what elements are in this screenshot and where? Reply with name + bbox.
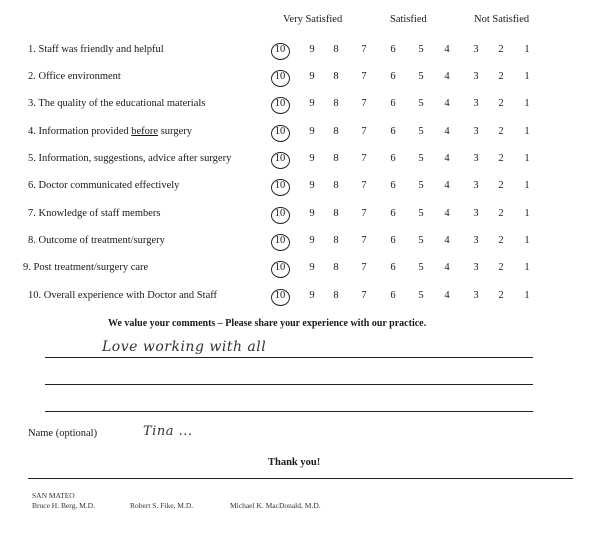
question-label: [28, 235, 165, 246]
rating-option-7[interactable]: 7: [361, 153, 367, 164]
selected-rating-circle: [271, 152, 290, 169]
rating-option-1[interactable]: 1: [524, 290, 530, 301]
question-number: 10.: [28, 290, 42, 301]
rating-option-9[interactable]: 9: [309, 153, 315, 164]
header-very-satisfied: Very Satisfied: [283, 14, 343, 25]
rating-option-6[interactable]: 6: [390, 98, 396, 109]
rating-option-7[interactable]: 7: [361, 262, 367, 273]
footer-doctor-1: Bruce H. Berg, M.D.: [32, 501, 95, 510]
comment-line-1: [45, 357, 533, 358]
rating-option-10[interactable]: 10: [274, 98, 286, 109]
question-text: Information provided: [38, 126, 132, 137]
question-text: Office environment: [38, 71, 121, 82]
rating-option-5[interactable]: 5: [418, 71, 424, 82]
rating-option-3[interactable]: 3: [473, 290, 479, 301]
question-label: [28, 153, 231, 164]
rating-option-2[interactable]: 2: [498, 208, 504, 219]
rating-option-8[interactable]: 8: [333, 44, 339, 55]
footer-location: SAN MATEO: [32, 491, 75, 500]
rating-option-8[interactable]: 8: [333, 208, 339, 219]
rating-option-4[interactable]: 4: [444, 153, 450, 164]
question-label: [28, 290, 217, 301]
rating-option-5[interactable]: 5: [418, 235, 424, 246]
footer-doctor-3: Michael K. MacDonald, M.D.: [230, 501, 321, 510]
rating-option-7[interactable]: 7: [361, 71, 367, 82]
question-number: 9.: [23, 262, 31, 273]
rating-option-3[interactable]: 3: [473, 262, 479, 273]
rating-option-7[interactable]: 7: [361, 44, 367, 55]
question-text: Staff was friendly and helpful: [38, 44, 164, 55]
rating-option-9[interactable]: 9: [309, 208, 315, 219]
question-label: [28, 98, 205, 109]
rating-option-6[interactable]: 6: [390, 153, 396, 164]
rating-option-5[interactable]: 5: [418, 153, 424, 164]
name-label: Name (optional): [28, 428, 98, 439]
footer-rule: [28, 478, 573, 479]
question-number: 4.: [28, 126, 36, 137]
rating-option-7[interactable]: 7: [361, 208, 367, 219]
question-number: 5.: [28, 153, 36, 164]
rating-option-5[interactable]: 5: [418, 208, 424, 219]
rating-option-5[interactable]: 5: [418, 262, 424, 273]
rating-option-4[interactable]: 4: [444, 290, 450, 301]
rating-option-5[interactable]: 5: [418, 290, 424, 301]
rating-option-9[interactable]: 9: [309, 126, 315, 137]
rating-option-2[interactable]: 2: [498, 98, 504, 109]
rating-option-9[interactable]: 9: [309, 290, 315, 301]
rating-option-1[interactable]: 1: [524, 180, 530, 191]
rating-option-10[interactable]: 10: [274, 126, 286, 137]
comments-prompt: We value your comments – Please share your experience with our practice.: [108, 318, 427, 329]
rating-option-8[interactable]: 8: [333, 98, 339, 109]
selected-rating-circle: [271, 289, 290, 306]
rating-option-6[interactable]: 6: [390, 180, 396, 191]
rating-option-2[interactable]: 2: [498, 235, 504, 246]
rating-option-6[interactable]: 6: [390, 290, 396, 301]
rating-option-8[interactable]: 8: [333, 126, 339, 137]
handwritten-name: Tina ...: [143, 424, 193, 439]
question-number: 1.: [28, 44, 36, 55]
rating-option-5[interactable]: 5: [418, 180, 424, 191]
rating-option-4[interactable]: 4: [444, 262, 450, 273]
rating-option-3[interactable]: 3: [473, 153, 479, 164]
rating-option-8[interactable]: 8: [333, 71, 339, 82]
rating-option-4[interactable]: 4: [444, 98, 450, 109]
rating-option-1[interactable]: 1: [524, 235, 530, 246]
rating-option-6[interactable]: 6: [390, 126, 396, 137]
header-satisfied: Satisfied: [390, 14, 427, 25]
rating-option-5[interactable]: 5: [418, 126, 424, 137]
question-text-underlined: before: [131, 126, 159, 137]
rating-option-9[interactable]: 9: [309, 180, 315, 191]
rating-option-7[interactable]: 7: [361, 235, 367, 246]
selected-rating-circle: [271, 207, 290, 224]
rating-option-2[interactable]: 2: [498, 126, 504, 137]
question-text: surgery: [158, 126, 192, 137]
rating-option-3[interactable]: 3: [473, 126, 479, 137]
selected-rating-circle: [271, 179, 290, 196]
rating-option-2[interactable]: 2: [498, 290, 504, 301]
rating-option-2[interactable]: 2: [498, 153, 504, 164]
rating-option-9[interactable]: 9: [309, 98, 315, 109]
rating-option-5[interactable]: 5: [418, 98, 424, 109]
rating-option-3[interactable]: 3: [473, 98, 479, 109]
rating-option-6[interactable]: 6: [390, 71, 396, 82]
rating-option-2[interactable]: 2: [498, 44, 504, 55]
selected-rating-circle: [271, 43, 290, 60]
rating-option-10[interactable]: 10: [274, 180, 286, 191]
question-number: 2.: [28, 71, 36, 82]
rating-option-6[interactable]: 6: [390, 208, 396, 219]
question-number: 3.: [28, 98, 36, 109]
rating-option-6[interactable]: 6: [390, 235, 396, 246]
rating-option-3[interactable]: 3: [473, 71, 479, 82]
rating-option-6[interactable]: 6: [390, 262, 396, 273]
rating-option-7[interactable]: 7: [361, 126, 367, 137]
rating-option-6[interactable]: 6: [390, 44, 396, 55]
rating-option-2[interactable]: 2: [498, 71, 504, 82]
rating-option-10[interactable]: 10: [274, 262, 286, 273]
rating-option-3[interactable]: 3: [473, 180, 479, 191]
rating-option-1[interactable]: 1: [524, 126, 530, 137]
selected-rating-circle: [271, 97, 290, 114]
question-text: Information, suggestions, advice after surgery: [38, 153, 232, 164]
question-label: [28, 71, 121, 82]
rating-option-1[interactable]: 1: [524, 98, 530, 109]
rating-option-10[interactable]: 10: [274, 71, 286, 82]
rating-option-4[interactable]: 4: [444, 208, 450, 219]
question-text: Post treatment/surgery care: [33, 262, 149, 273]
selected-rating-circle: [271, 125, 290, 142]
rating-option-10[interactable]: 10: [274, 290, 286, 301]
rating-option-10[interactable]: 10: [274, 153, 286, 164]
rating-option-3[interactable]: 3: [473, 235, 479, 246]
rating-option-10[interactable]: 10: [274, 44, 286, 55]
rating-option-8[interactable]: 8: [333, 290, 339, 301]
footer-doctor-2: Robert S. Fike, M.D.: [130, 501, 194, 510]
question-number: 6.: [28, 180, 36, 191]
question-text: Doctor communicated effectively: [38, 180, 180, 191]
rating-option-4[interactable]: 4: [444, 71, 450, 82]
question-text: Knowledge of staff members: [38, 208, 161, 219]
comment-line-3: [45, 411, 533, 412]
comment-line-2: [45, 384, 533, 385]
rating-option-8[interactable]: 8: [333, 262, 339, 273]
rating-option-3[interactable]: 3: [473, 44, 479, 55]
question-label: [28, 44, 164, 55]
rating-option-2[interactable]: 2: [498, 262, 504, 273]
question-text: Outcome of treatment/surgery: [38, 235, 165, 246]
rating-option-8[interactable]: 8: [333, 235, 339, 246]
selected-rating-circle: [271, 234, 290, 251]
rating-option-10[interactable]: 10: [274, 208, 286, 219]
rating-option-5[interactable]: 5: [418, 44, 424, 55]
selected-rating-circle: [271, 70, 290, 87]
question-number: 7.: [28, 208, 36, 219]
rating-option-7[interactable]: 7: [361, 180, 367, 191]
question-label: [23, 262, 148, 273]
rating-option-2[interactable]: 2: [498, 180, 504, 191]
rating-option-4[interactable]: 4: [444, 235, 450, 246]
question-label: [28, 180, 179, 191]
question-text: Overall experience with Doctor and Staff: [43, 290, 218, 301]
question-label: [28, 126, 192, 137]
rating-option-9[interactable]: 9: [309, 44, 315, 55]
rating-option-3[interactable]: 3: [473, 208, 479, 219]
question-text: The quality of the educational materials: [38, 98, 206, 109]
rating-option-1[interactable]: 1: [524, 44, 530, 55]
rating-option-1[interactable]: 1: [524, 71, 530, 82]
rating-option-1[interactable]: 1: [524, 262, 530, 273]
rating-option-7[interactable]: 7: [361, 98, 367, 109]
rating-option-4[interactable]: 4: [444, 126, 450, 137]
rating-option-7[interactable]: 7: [361, 290, 367, 301]
selected-rating-circle: [271, 261, 290, 278]
rating-option-8[interactable]: 8: [333, 153, 339, 164]
rating-option-4[interactable]: 4: [444, 44, 450, 55]
rating-option-10[interactable]: 10: [274, 235, 286, 246]
rating-option-8[interactable]: 8: [333, 180, 339, 191]
handwritten-comment: Love working with all: [102, 339, 267, 355]
rating-option-4[interactable]: 4: [444, 180, 450, 191]
header-not-satisfied: Not Satisfied: [474, 14, 530, 25]
rating-option-1[interactable]: 1: [524, 208, 530, 219]
rating-option-9[interactable]: 9: [309, 262, 315, 273]
thank-you-text: Thank you!: [268, 457, 321, 468]
question-number: 8.: [28, 235, 36, 246]
rating-option-1[interactable]: 1: [524, 153, 530, 164]
question-label: [28, 208, 160, 219]
rating-option-9[interactable]: 9: [309, 71, 315, 82]
rating-option-9[interactable]: 9: [309, 235, 315, 246]
